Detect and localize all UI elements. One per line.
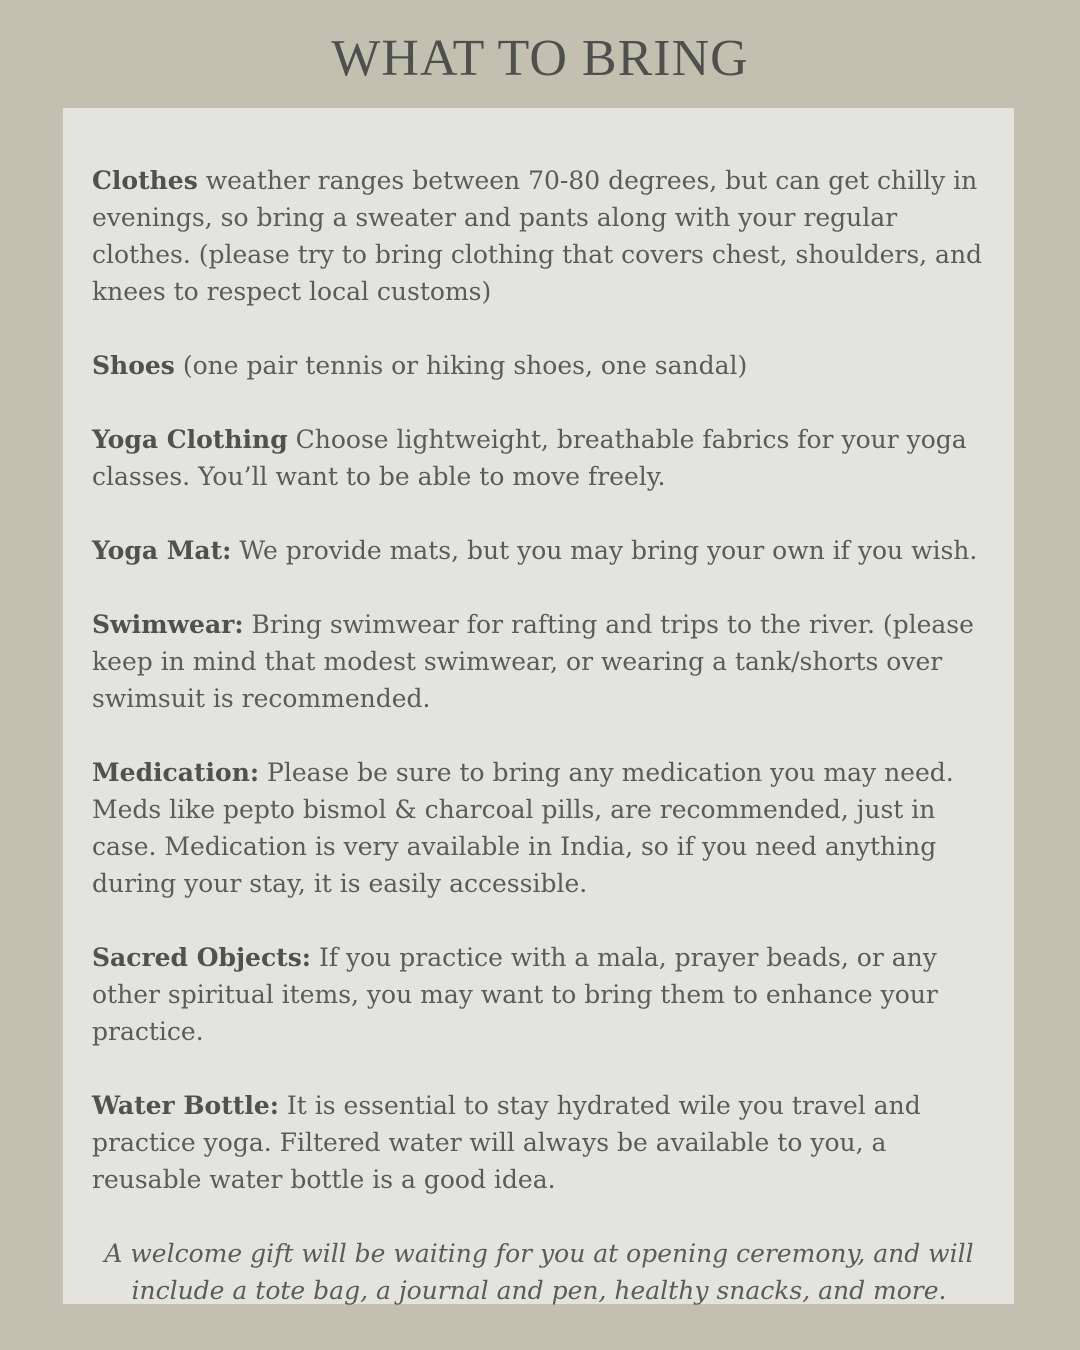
item-label: Shoes (92, 351, 175, 380)
item-label: Sacred Objects: (92, 943, 312, 972)
item-text: It is essential to stay hydrated wile you travel and practice yoga. Filtered water will always be available to you, a reusable water bottle is a good idea. (92, 1091, 921, 1194)
list-item-clothes (92, 162, 986, 310)
list-item-shoes (92, 347, 986, 384)
list-item-swimwear (92, 606, 986, 717)
info-card (63, 108, 1014, 1304)
item-text: We provide mats, but you may bring your own if you wish. (231, 536, 978, 565)
page-title: WHAT TO BRING (331, 30, 749, 87)
list-item-medication (92, 754, 986, 902)
item-text: Bring swimwear for rafting and trips to the river. (please keep in mind that modest swimwear, or wearing a tank/shorts over swimsuit is recommended. (92, 610, 974, 713)
item-label: Water Bottle: (92, 1091, 279, 1120)
item-text: weather ranges between 70-80 degrees, but can get chilly in evenings, so bring a sweater and pants along with your regular clothes. (please try to bring clothing that covers chest, shoulders, and knees to respect local customs) (92, 166, 983, 306)
list-item-water-bottle (92, 1087, 986, 1198)
closing-note: A welcome gift will be waiting for you at opening ceremony, and will include a tote bag, a journal and pen, healthy snacks, and more. (104, 1239, 974, 1305)
item-text: Please be sure to bring any medication you may need. Meds like pepto bismol & charcoal pills, are recommended, just in case. Medication is very available in India, so if you need anything during your stay, it is easily accessible. (92, 758, 954, 898)
list-item-yoga-clothing (92, 421, 986, 495)
item-label: Medication: (92, 758, 260, 787)
list-item-sacred-objects (92, 939, 986, 1050)
item-label: Yoga Mat: (92, 536, 232, 565)
list-item-yoga-mat (92, 532, 986, 569)
item-text: Choose lightweight, breathable fabrics for your yoga classes. You’ll want to be able to move freely. (92, 425, 967, 491)
item-text: If you practice with a mala, prayer beads, or any other spiritual items, you may want to bring them to enhance your practice. (92, 943, 938, 1046)
item-text: (one pair tennis or hiking shoes, one sandal) (174, 351, 748, 380)
item-label: Clothes (92, 166, 198, 195)
item-label: Yoga Clothing (92, 425, 288, 454)
item-label: Swimwear: (92, 610, 244, 639)
